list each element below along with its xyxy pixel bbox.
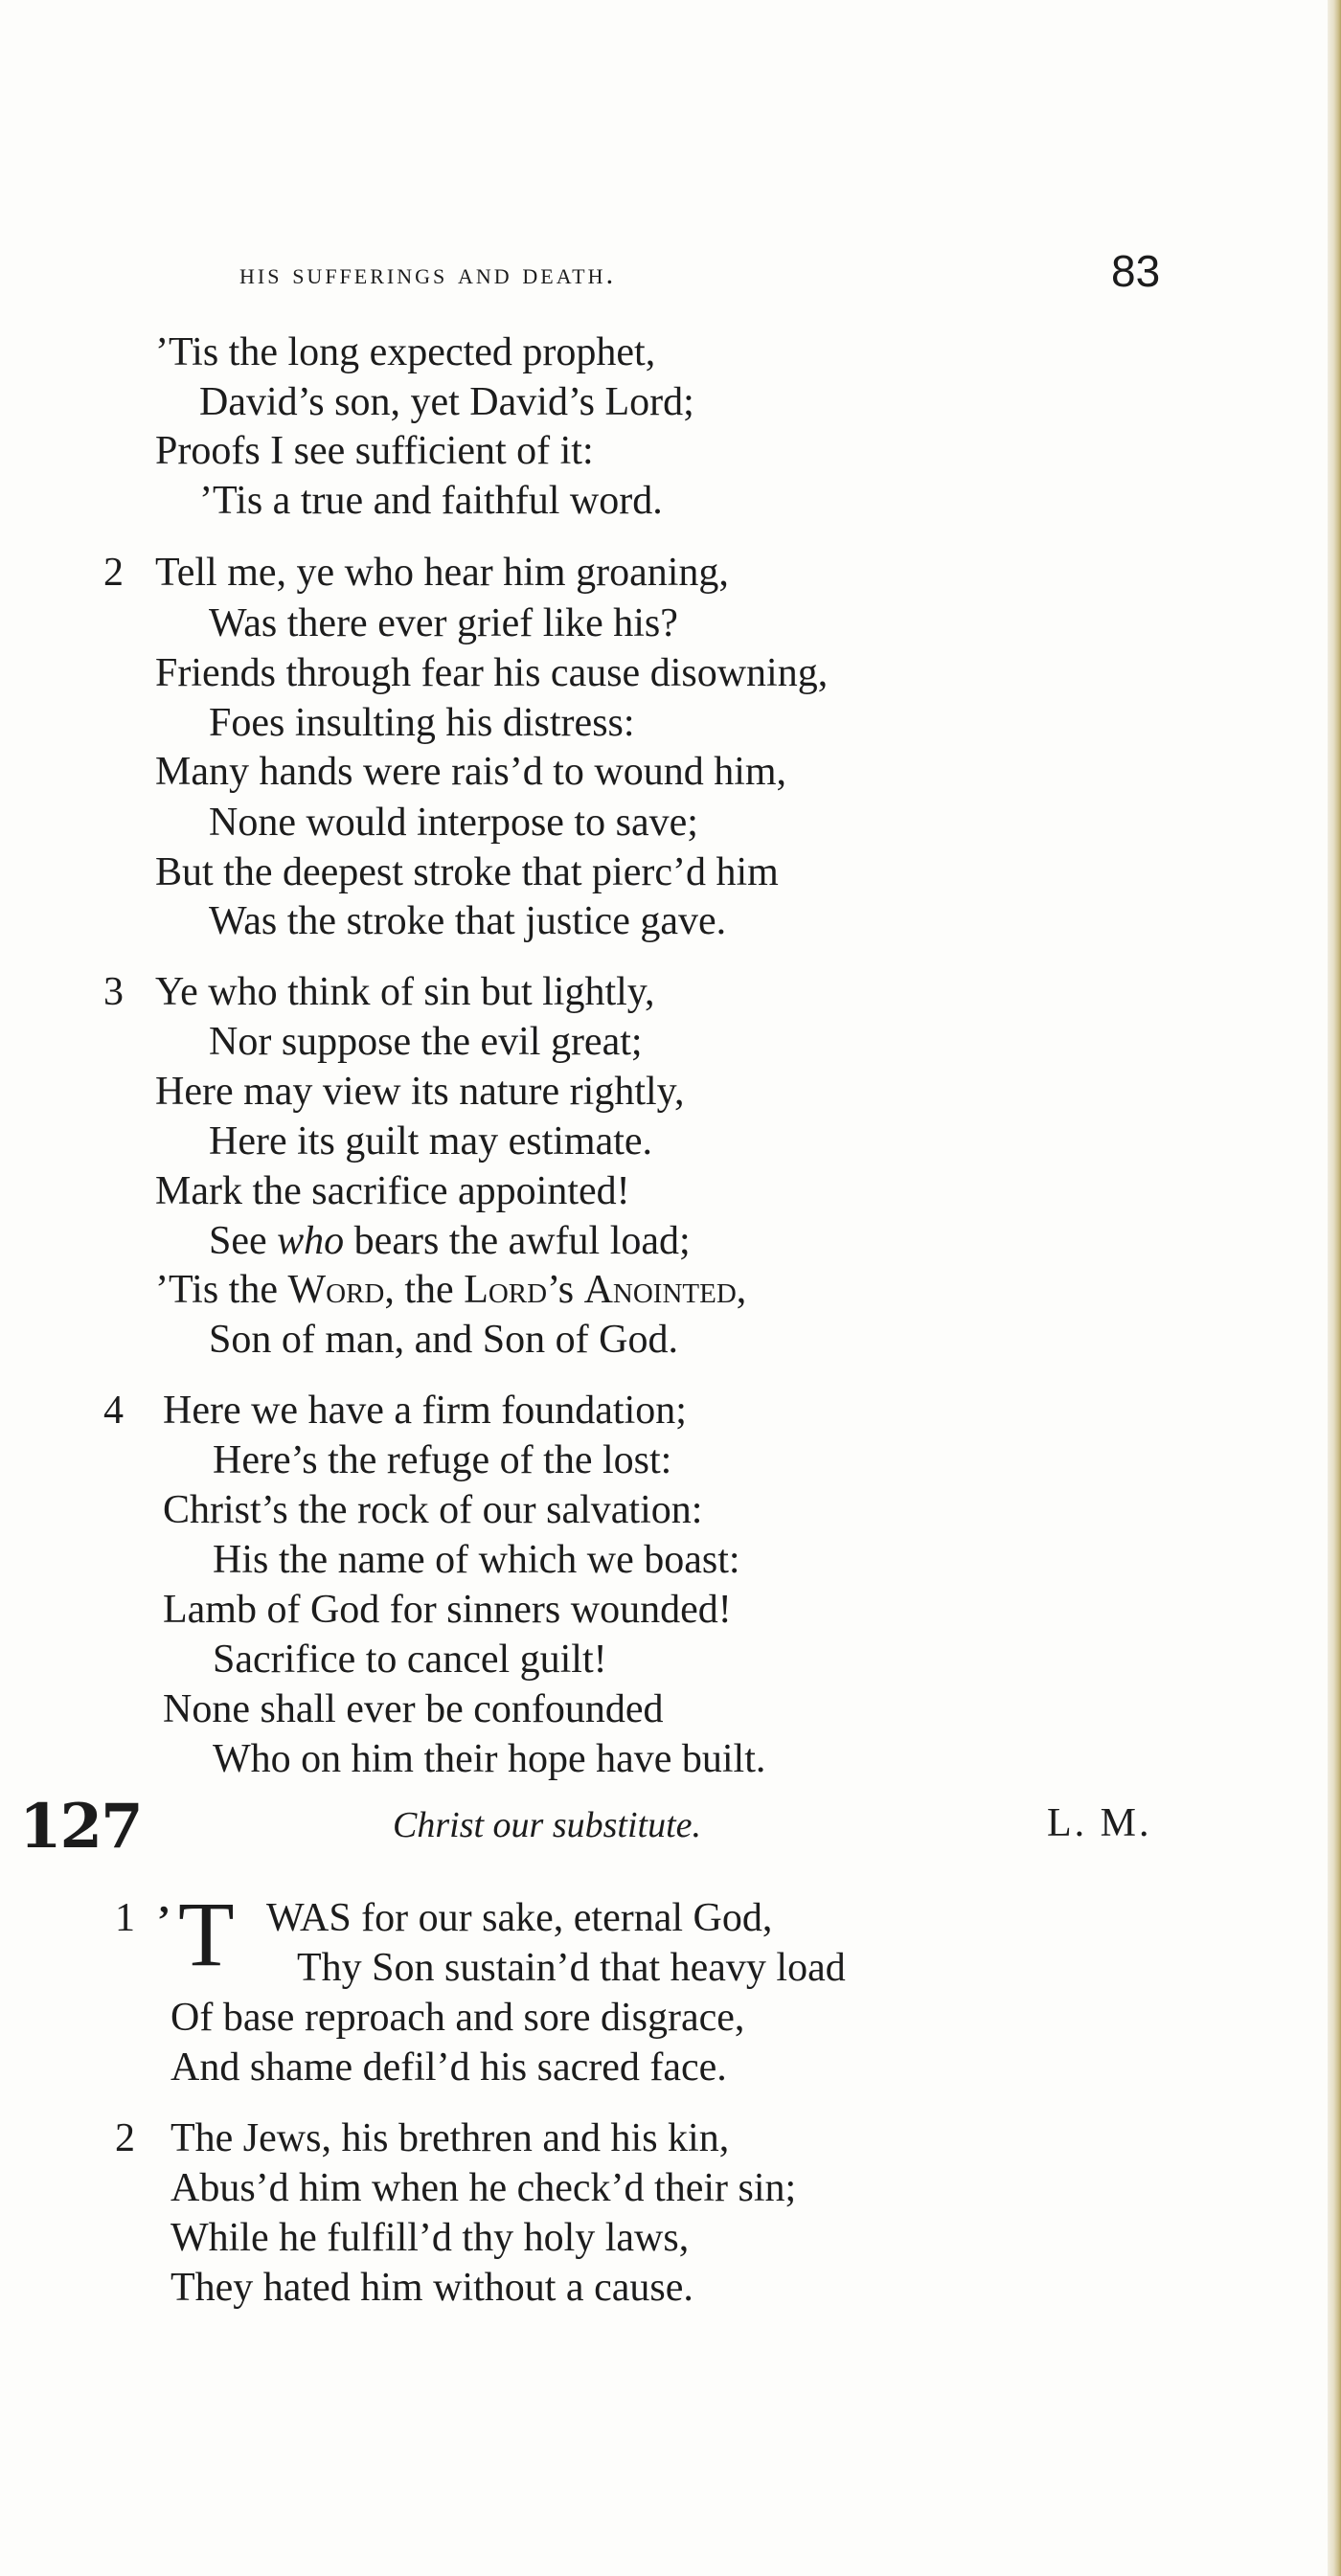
verse-line: None would interpose to save; bbox=[209, 801, 698, 845]
verse-line: Thy Son sustain’d that heavy load bbox=[297, 1946, 846, 1990]
verse-line: Sacrifice to cancel guilt! bbox=[213, 1638, 607, 1682]
verse-line: They hated him without a cause. bbox=[170, 2266, 693, 2310]
small-caps-word: Word bbox=[287, 1268, 385, 1312]
small-caps-lord: Lord bbox=[464, 1268, 548, 1312]
verse-line: David’s son, yet David’s Lord; bbox=[199, 380, 694, 424]
verse-line-small-caps bbox=[155, 1266, 746, 1314]
stanza-number: 3 bbox=[103, 970, 124, 1014]
verse-line-emphasis bbox=[209, 1217, 691, 1265]
verse-line: Son of man, and Son of God. bbox=[209, 1318, 678, 1362]
verse-text: bears the awful load; bbox=[344, 1219, 691, 1263]
verse-line: And shame defil’d his sacred face. bbox=[170, 2045, 727, 2090]
verse-line: Abus’d him when he check’d their sin; bbox=[170, 2166, 797, 2210]
verse-text: ’s bbox=[547, 1268, 584, 1312]
verse-line: Christ’s the rock of our salvation: bbox=[163, 1488, 703, 1532]
verse-text: , bbox=[736, 1268, 747, 1312]
drop-cap-letter: T bbox=[178, 1883, 235, 1985]
verse-text: ’Tis the bbox=[155, 1268, 288, 1312]
verse-line: ’Tis a true and faithful word. bbox=[199, 479, 663, 523]
stanza-number: 2 bbox=[115, 2116, 135, 2160]
verse-line: None shall ever be confounded bbox=[163, 1687, 664, 1731]
stanza-number: 4 bbox=[103, 1389, 124, 1433]
verse-line: Of base reproach and sore disgrace, bbox=[170, 1996, 745, 2040]
verse-line: Nor suppose the evil great; bbox=[209, 1020, 643, 1064]
running-head: his sufferings and death. bbox=[239, 257, 617, 290]
verse-line: Here may view its nature rightly, bbox=[155, 1070, 685, 1114]
verse-line: While he fulfill’d thy holy laws, bbox=[170, 2216, 690, 2260]
stanza-number: 2 bbox=[103, 551, 124, 595]
verse-line: Was the stroke that justice gave. bbox=[209, 899, 727, 943]
verse-line: Many hands were rais’d to wound him, bbox=[155, 750, 787, 794]
drop-cap-quote: ’ bbox=[157, 1899, 170, 1943]
verse-line: Here its guilt may estimate. bbox=[209, 1119, 653, 1164]
hymn-meter: L. M. bbox=[1047, 1801, 1152, 1845]
verse-line: Foes insulting his distress: bbox=[209, 701, 635, 745]
verse-line: Mark the sacrifice appointed! bbox=[155, 1169, 630, 1213]
verse-text: , the bbox=[384, 1268, 465, 1312]
verse-line: Here’s the refuge of the lost: bbox=[213, 1438, 672, 1482]
verse-text: See bbox=[209, 1219, 278, 1263]
small-caps-anointed: Anointed bbox=[583, 1268, 737, 1312]
hymn-title: Christ our substitute. bbox=[393, 1805, 701, 1845]
verse-line: Proofs I see sufficient of it: bbox=[155, 429, 594, 473]
verse-line: Here we have a firm foundation; bbox=[163, 1389, 687, 1433]
verse-line: Who on him their hope have built. bbox=[213, 1737, 766, 1781]
italic-emphasis: who bbox=[277, 1219, 345, 1263]
verse-line: Was there ever grief like his? bbox=[209, 601, 678, 645]
stanza-number: 1 bbox=[115, 1896, 135, 1940]
verse-line: ’Tis the long expected prophet, bbox=[155, 330, 656, 374]
verse-line: WAS for our sake, eternal God, bbox=[266, 1896, 773, 1940]
book-page-edge bbox=[1328, 0, 1341, 2576]
verse-line: But the deepest stroke that pierc’d him bbox=[155, 850, 779, 894]
verse-line: Tell me, ye who hear him groaning, bbox=[155, 551, 729, 595]
page-number: 83 bbox=[1111, 246, 1161, 296]
verse-line: Friends through fear his cause disowning, bbox=[155, 651, 829, 695]
hymn-number: 127 bbox=[19, 1791, 142, 1863]
verse-line: The Jews, his brethren and his kin, bbox=[170, 2116, 730, 2160]
verse-line: Ye who think of sin but lightly, bbox=[155, 970, 655, 1014]
verse-line: His the name of which we boast: bbox=[213, 1538, 740, 1582]
verse-line: Lamb of God for sinners wounded! bbox=[163, 1588, 732, 1632]
